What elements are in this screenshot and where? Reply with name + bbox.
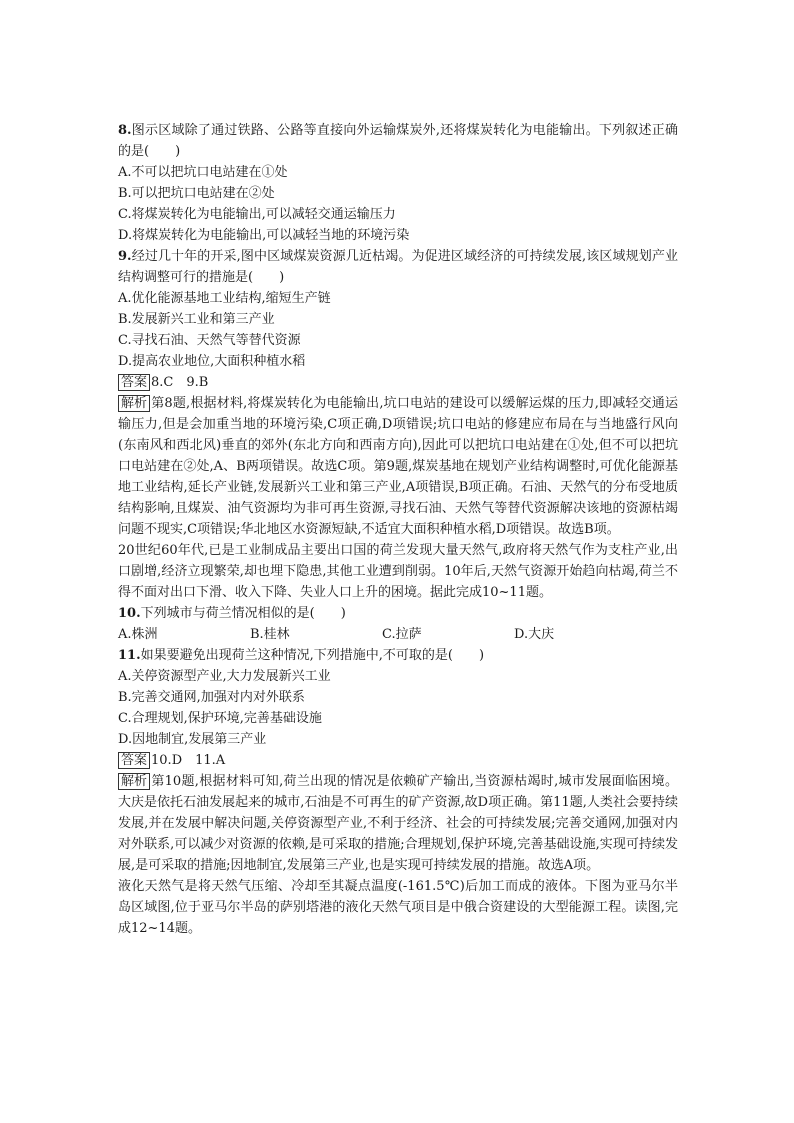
- option: B.桂林: [250, 627, 290, 642]
- option: B.可以把坑口电站建在②处: [118, 186, 275, 201]
- option: A.株洲: [118, 627, 158, 642]
- answer-block: [118, 372, 678, 393]
- question-number: 11.: [118, 648, 141, 663]
- option: B.发展新兴工业和第三产业: [118, 312, 275, 327]
- option: A.不可以把坑口电站建在①处: [118, 165, 288, 180]
- answer-text: 8.C 9.B: [151, 375, 209, 390]
- option: A.优化能源基地工业结构,缩短生产链: [118, 291, 331, 306]
- question-10-stem: 10.下列城市与荷兰情况相似的是( ): [118, 606, 346, 621]
- option: A.关停资源型产业,大力发展新兴工业: [118, 669, 331, 684]
- answer-tag: 答案: [118, 374, 150, 391]
- option: C.拉萨: [382, 627, 422, 642]
- question-number: 8.: [118, 123, 132, 138]
- analysis-text: 第8题,根据材料,将煤炭转化为电能输出,坑口电站的建设可以缓解运煤的压力,即减轻交通运输压力,但是会加重当地的环境污染,C项正确,D项错误;坑口电站的修建应布局在与当地盛行风向(东南风和西北风)垂直的郊外(东北方向和西南方向),因此可以把坑口电站建在①处,但不可以把坑口电站建在②处,A、B两项错误。故选C项。第9题,煤炭基地在规划产业结构调整时,可优化能源基地工业结构,延长产业链,发展新兴工业和第三产业,A项错误,B项正确。石油、天然气的分布受地质结构影响,且煤炭、油气资源均为非可再生资源,寻找石油、天然气等替代资源解决该地的资源枯竭问题不现实,C项错误;华北地区水资源短缺,不适宜大面积种植水稻,D项错误。故选B项。: [118, 396, 678, 537]
- question-number: 9.: [118, 249, 132, 264]
- option: D.提高农业地位,大面积种植水稻: [118, 354, 306, 369]
- analysis-block: [118, 771, 678, 876]
- option: C.寻找石油、天然气等替代资源: [118, 333, 301, 348]
- answer-block: [118, 750, 678, 771]
- options-row: [118, 624, 678, 645]
- option: D.将煤炭转化为电能输出,可以减轻当地的环境污染: [118, 228, 410, 243]
- option: B.完善交通网,加强对内对外联系: [118, 690, 305, 705]
- document-page: [118, 120, 678, 939]
- question-11-stem: 11.如果要避免出现荷兰这种情况,下列措施中,不可取的是( ): [118, 648, 485, 663]
- analysis-block: [118, 393, 678, 540]
- question-number: 10.: [118, 606, 141, 621]
- analysis-tag: 解析: [118, 773, 150, 790]
- option: D.因地制宜,发展第三产业: [118, 732, 267, 747]
- answer-tag: 答案: [118, 752, 150, 769]
- passage: 20世纪60年代,已是工业制成品主要出口国的荷兰发现大量天然气,政府将天然气作为支柱产业,出口剧增,经济立现繁荣,却也埋下隐患,其他工业遭到削弱。10年后,天然气资源开始趋向枯竭,荷兰不得不面对出口下滑、收入下降、失业人口上升的困境。据此完成10~11题。: [118, 543, 678, 600]
- passage: 液化天然气是将天然气压缩、冷却至其凝点温度(-161.5℃)后加工而成的液体。下图为亚马尔半岛区域图,位于亚马尔半岛的萨别塔港的液化天然气项目是中俄合资建设的大型能源工程。读图,完成12~14题。: [118, 879, 678, 936]
- answer-text: 10.D 11.A: [151, 753, 226, 768]
- option: C.合理规划,保护环境,完善基础设施: [118, 711, 322, 726]
- question-8-stem: 8.图示区域除了通过铁路、公路等直接向外运输煤炭外,还将煤炭转化为电能输出。下列叙述正确的是( ): [118, 123, 678, 159]
- option: D.大庆: [514, 627, 555, 642]
- analysis-tag: 解析: [118, 395, 150, 412]
- option: C.将煤炭转化为电能输出,可以减轻交通运输压力: [118, 207, 396, 222]
- analysis-text: 第10题,根据材料可知,荷兰出现的情况是依赖矿产输出,当资源枯竭时,城市发展面临困境。大庆是依托石油发展起来的城市,石油是不可再生的矿产资源,故D项正确。第11题,人类社会要持续发展,并在发展中解决问题,关停资源型产业,不利于经济、社会的可持续发展;完善交通网,加强对内对外联系,可以减少对资源的依赖,是可采取的措施;合理规划,保护环境,完善基础设施,实现可持续发展,是可采取的措施;因地制宜,发展第三产业,也是实现可持续发展的措施。故选A项。: [118, 774, 678, 873]
- question-9-stem: 9.经过几十年的开采,图中区域煤炭资源几近枯竭。为促进区域经济的可持续发展,该区域规划产业结构调整可行的措施是( ): [118, 249, 678, 285]
